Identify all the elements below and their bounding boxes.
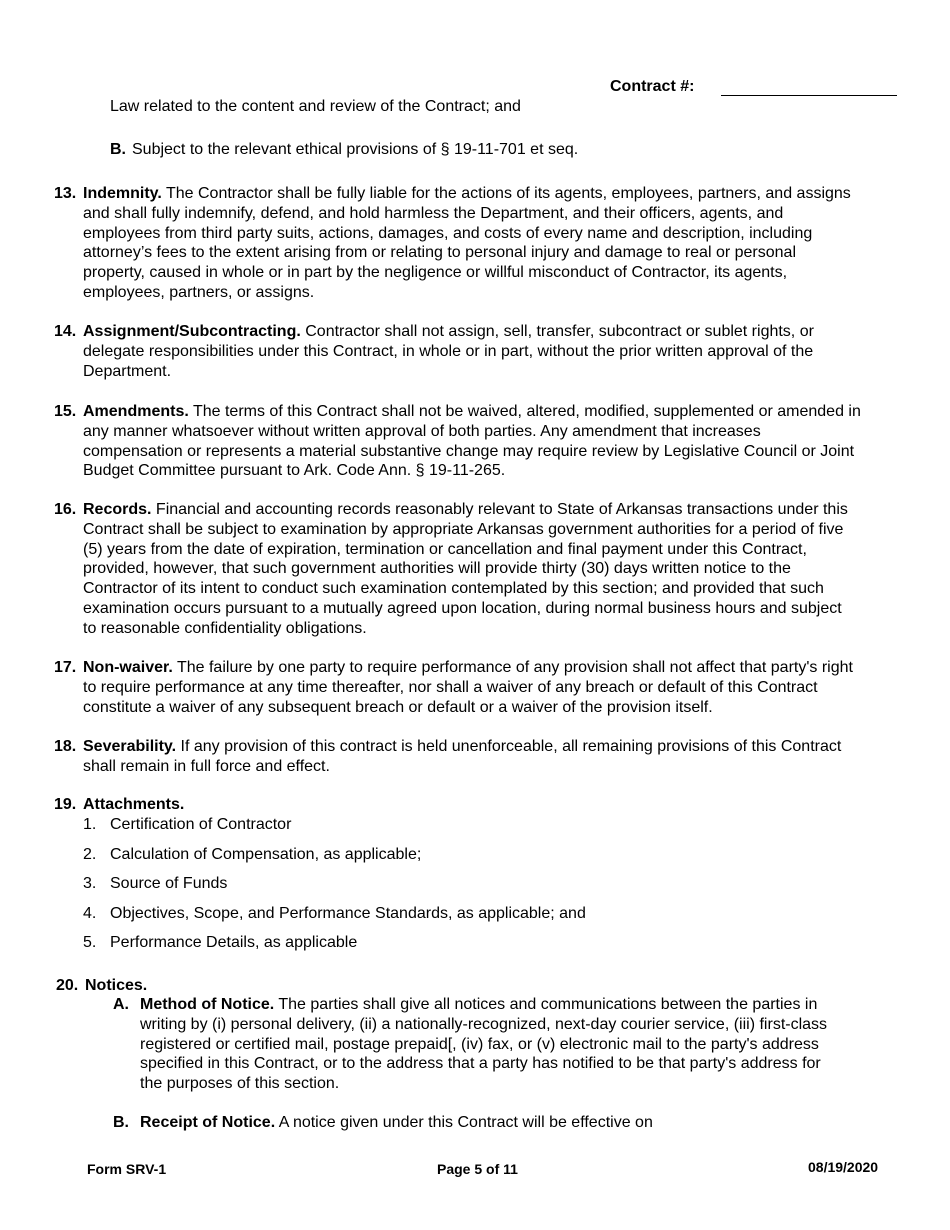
section-14-line: delegate responsibilities under this Contract, in whole or in part, without the prior written approval of the <box>83 342 814 360</box>
section-14-line: Contractor shall not assign, sell, transfer, subcontract or sublet rights, or <box>300 323 814 340</box>
section-17-line: constitute a waiver of any subsequent breach or default or a waiver of the provision itself. <box>83 698 713 716</box>
section-17-line: to require performance at any time thereafter, nor shall a waiver of any breach or default of this Contract <box>83 678 818 696</box>
section-15-line: Budget Committee pursuant to Ark. Code Ann. § 19-11-265. <box>83 462 506 480</box>
method-of-notice-title: Method of Notice. <box>140 996 275 1013</box>
section-14-title: Assignment/Subcontracting. <box>83 323 301 340</box>
section-20-number: 20. <box>56 977 79 994</box>
section-17-number: 17. <box>54 659 77 676</box>
section-13-line: employees from third party suits, actions, damages, and costs of every name and description, including <box>83 224 813 242</box>
section-15-line: compensation or represents a material substantive change may require review by Legislative Council or Joint <box>83 442 855 460</box>
section-16-title: Records. <box>83 501 152 518</box>
subsection-method-of-notice <box>140 995 910 1094</box>
section-13-line: property, caused in whole or in part by the negligence or willful misconduct of Contractor, its agents, <box>83 264 788 282</box>
method-of-notice-line: writing by (i) personal delivery, (ii) a nationally-recognized, next-day courier service, (iii) first-class <box>140 1015 828 1033</box>
attachment-item: Objectives, Scope, and Performance Standards, as applicable; and <box>110 905 586 922</box>
subsection-b2-letter: B. <box>113 1114 129 1131</box>
section-13-number: 13. <box>54 185 77 202</box>
section-16-line: Financial and accounting records reasonably relevant to State of Arkansas transactions under this <box>151 501 848 518</box>
footer-form-id: Form SRV-1 <box>87 1161 167 1177</box>
attachment-item: Source of Funds <box>110 875 228 892</box>
contract-number-blank <box>721 95 897 96</box>
section-13-title: Indemnity. <box>83 185 162 202</box>
attachment-item: Calculation of Compensation, as applicable; <box>110 846 422 863</box>
method-of-notice-line: registered or certified mail, postage prepaid[, (iv) fax, or (v) electronic mail to the party's address <box>140 1035 819 1053</box>
section-13-line: The Contractor shall be fully liable for the actions of its agents, employees, partners, and assigns <box>161 185 851 202</box>
footer-date: 08/19/2020 <box>808 1159 879 1175</box>
attachment-item: Certification of Contractor <box>110 816 292 833</box>
section-18-line: shall remain in full force and effect. <box>83 757 330 775</box>
section-16-line: Contractor of its intent to conduct such examination contemplated by this section; and provided that such <box>83 580 824 598</box>
section-18-line: If any provision of this contract is held unenforceable, all remaining provisions of this Contract <box>176 738 842 755</box>
section-13-line: attorney’s fees to the extent arising from or relating to personal injury and damage to real or personal <box>83 244 796 262</box>
method-of-notice-line: the purposes of this section. <box>140 1075 340 1093</box>
section-17-non-waiver <box>83 658 908 717</box>
section-16-number: 16. <box>54 501 77 518</box>
section-13-line: employees, partners, or assigns. <box>83 283 315 301</box>
attachment-number: 5. <box>83 934 97 951</box>
section-19-number: 19. <box>54 796 77 813</box>
section-13-indemnity <box>83 184 908 303</box>
section-15-line: The terms of this Contract shall not be waived, altered, modified, supplemented or amended in <box>188 403 861 420</box>
section-15-title: Amendments. <box>83 403 189 420</box>
section-14-number: 14. <box>54 323 77 340</box>
receipt-of-notice-title: Receipt of Notice. <box>140 1114 276 1131</box>
attachment-number: 2. <box>83 846 97 863</box>
section-18-severability <box>83 737 908 777</box>
section-18-title: Severability. <box>83 738 177 755</box>
section-16-line: Contract shall be subject to examination by appropriate Arkansas government authorities for a period of five <box>83 520 844 538</box>
section-20-title: Notices. <box>85 977 148 994</box>
section-13-line: and shall fully indemnify, defend, and hold harmless the Department, and their officers, agents, and <box>83 204 784 222</box>
section-15-amendments <box>83 402 908 481</box>
subsection-a-letter: A. <box>113 996 129 1013</box>
section-17-title: Non-waiver. <box>83 659 173 676</box>
section-16-line: (5) years from the date of expiration, termination or cancellation and final payment under this Contract, <box>83 540 807 558</box>
section-16-line: to reasonable confidentiality obligations. <box>83 619 367 637</box>
section-19-title: Attachments. <box>83 796 185 813</box>
subsection-b-letter: B. <box>110 141 126 158</box>
continuation-line: Law related to the content and review of the Contract; and <box>110 98 521 115</box>
section-14-assignment <box>83 322 908 381</box>
section-16-line: examination occurs pursuant to a mutually agreed upon location, during normal business hours and subject <box>83 599 842 617</box>
section-16-line: provided, however, that such government authorities will provide thirty (30) days written notice to the <box>83 560 791 578</box>
attachment-number: 1. <box>83 816 97 833</box>
subsection-b-text: Subject to the relevant ethical provisions of § 19-11-701 et seq. <box>132 141 579 158</box>
section-17-line: The failure by one party to require performance of any provision shall not affect that party's right <box>172 659 853 676</box>
attachment-item: Performance Details, as applicable <box>110 934 358 951</box>
method-of-notice-line: specified in this Contract, or to the address that a party has notified to be that party's address for <box>140 1055 821 1073</box>
contract-number-label: Contract #: <box>610 78 695 95</box>
method-of-notice-line: The parties shall give all notices and communications between the parties in <box>274 996 818 1013</box>
attachment-number: 3. <box>83 875 97 892</box>
receipt-of-notice-text: A notice given under this Contract will be effective on <box>275 1114 653 1131</box>
footer-page-number: Page 5 of 11 <box>437 1161 518 1177</box>
attachment-number: 4. <box>83 905 97 922</box>
section-15-line: any manner whatsoever without written approval of both parties. Any amendment that increases <box>83 422 761 440</box>
section-18-number: 18. <box>54 738 77 755</box>
subsection-receipt-of-notice <box>140 1113 653 1133</box>
section-15-number: 15. <box>54 403 77 420</box>
section-14-line: Department. <box>83 362 172 380</box>
section-16-records <box>83 500 908 639</box>
